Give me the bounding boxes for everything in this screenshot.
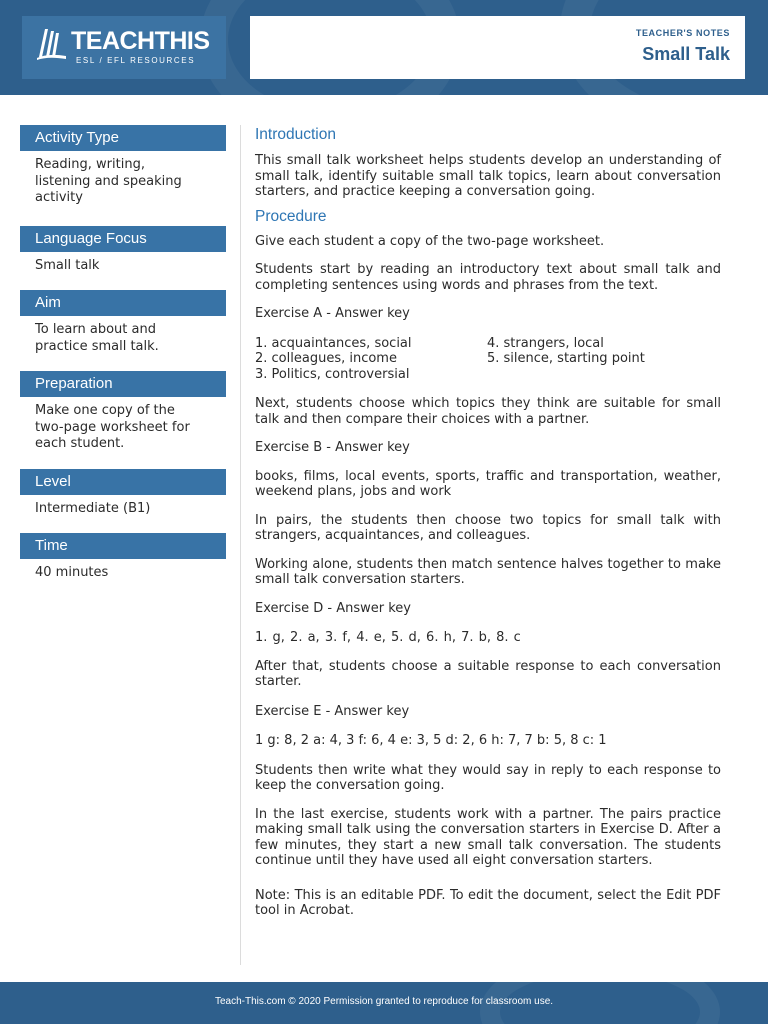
sidebar-heading: Language Focus bbox=[20, 226, 226, 252]
sidebar-line: listening and speaking bbox=[35, 173, 182, 189]
page-title: Small Talk bbox=[642, 44, 730, 64]
sidebar-section-preparation bbox=[20, 371, 226, 453]
footer bbox=[0, 982, 768, 1024]
procedure-paragraph: Students then write what they would say in reply to each response to keep the conversation going. bbox=[255, 762, 721, 793]
exercise-e-answers: 1 g: 8, 2 a: 4, 3 f: 6, 4 e: 3, 5 d: 2, 6 h: 7, 7 b: 5, 8 c: 1 bbox=[255, 733, 607, 748]
sidebar-section-aim bbox=[20, 290, 226, 355]
sidebar-content bbox=[20, 495, 226, 518]
introduction-heading: Introduction bbox=[255, 126, 336, 143]
procedure-paragraph: Working alone, students then match sentence halves together to make small talk conversation starters. bbox=[255, 556, 721, 587]
procedure-paragraph: Students start by reading an introductory text about small talk and completing sentences using words and phrases from the text. bbox=[255, 262, 721, 293]
answer-item: 1. acquaintances, social bbox=[255, 335, 412, 351]
sidebar-section-level bbox=[20, 469, 226, 518]
brand-tagline: ESL / EFL RESOURCES bbox=[76, 56, 196, 65]
exercise-a-answers bbox=[255, 336, 721, 383]
sidebar-line: 40 minutes bbox=[35, 565, 109, 580]
procedure-paragraph: In the last exercise, students work with a partner. The pairs practice making small talk using the conversation starters in Exercise D. After a few minutes, they start a new small talk conversation. The students continue until they have used all eight conversation starters. bbox=[255, 806, 721, 868]
sidebar-heading: Preparation bbox=[20, 371, 226, 397]
exercise-d-answers: 1. g, 2. a, 3. f, 4. e, 5. d, 6. h, 7. b, 8. c bbox=[255, 630, 521, 645]
brand-name: TEACHTHIS bbox=[71, 27, 210, 55]
answer-item: 5. silence, starting point bbox=[487, 351, 645, 366]
procedure-paragraph: Next, students choose which topics they think are suitable for small talk and then compare their choices with a partner. bbox=[255, 396, 721, 427]
exercise-b-label: Exercise B - Answer key bbox=[255, 440, 410, 455]
sidebar-heading: Level bbox=[20, 469, 226, 495]
sidebar bbox=[20, 125, 226, 582]
exercise-b-answers: books, films, local events, sports, traffic and transportation, weather, weekend plans, jobs and work bbox=[255, 468, 721, 499]
sidebar-content bbox=[20, 151, 226, 207]
main-content bbox=[255, 125, 721, 919]
sidebar-line: practice small talk. bbox=[35, 338, 159, 354]
procedure-paragraph: Give each student a copy of the two-page worksheet. bbox=[255, 233, 605, 249]
copyright-notice: Teach-This.com © 2020 Permission granted to reproduce for classroom use. bbox=[214, 996, 554, 1007]
brand-logo[interactable] bbox=[22, 16, 226, 79]
exercise-a-label: Exercise A - Answer key bbox=[255, 306, 410, 321]
sidebar-heading: Time bbox=[20, 533, 226, 559]
sidebar-line: each student. bbox=[35, 436, 125, 451]
column-divider bbox=[240, 125, 241, 965]
sidebar-content bbox=[20, 559, 226, 582]
notes-label: TEACHER'S NOTES bbox=[635, 28, 730, 38]
sidebar-section-activity-type bbox=[20, 125, 226, 207]
answer-item: 4. strangers, local bbox=[487, 335, 604, 351]
editable-pdf-note: Note: This is an editable PDF. To edit the document, select the Edit PDF tool in Acrobat. bbox=[255, 887, 721, 918]
exercise-d-label: Exercise D - Answer key bbox=[255, 600, 411, 616]
answer-item: 3. Politics, controversial bbox=[255, 366, 410, 382]
introduction-text: This small talk worksheet helps students develop an understanding of small talk, identify suitable small talk topics, learn about conversation starters, and practice keeping a conversation going. bbox=[255, 153, 721, 199]
sidebar-content bbox=[20, 316, 226, 355]
procedure-paragraph: In pairs, the students then choose two topics for small talk with strangers, acquaintances, and colleagues. bbox=[255, 512, 721, 543]
title-panel bbox=[250, 16, 745, 79]
sidebar-section-language-focus bbox=[20, 226, 226, 275]
sidebar-line: two-page worksheet for bbox=[35, 419, 190, 435]
header-band bbox=[0, 0, 768, 95]
sidebar-content bbox=[20, 252, 226, 275]
procedure-heading: Procedure bbox=[255, 207, 327, 225]
sidebar-line: activity bbox=[35, 190, 83, 205]
sidebar-heading: Aim bbox=[20, 290, 226, 316]
sidebar-line: Intermediate (B1) bbox=[35, 500, 151, 516]
sidebar-line: Reading, writing, bbox=[35, 157, 145, 172]
procedure-paragraph: After that, students choose a suitable response to each conversation starter. bbox=[255, 658, 721, 689]
sidebar-line: Make one copy of the bbox=[35, 403, 175, 418]
book-icon bbox=[36, 26, 68, 60]
sidebar-line: To learn about and bbox=[35, 322, 156, 337]
answer-item: 2. colleagues, income bbox=[255, 351, 397, 366]
sidebar-section-time bbox=[20, 533, 226, 582]
sidebar-heading: Activity Type bbox=[20, 125, 226, 151]
sidebar-content bbox=[20, 397, 226, 453]
exercise-e-label: Exercise E - Answer key bbox=[255, 703, 410, 719]
sidebar-line: Small talk bbox=[35, 257, 100, 273]
answer-item bbox=[487, 367, 721, 383]
